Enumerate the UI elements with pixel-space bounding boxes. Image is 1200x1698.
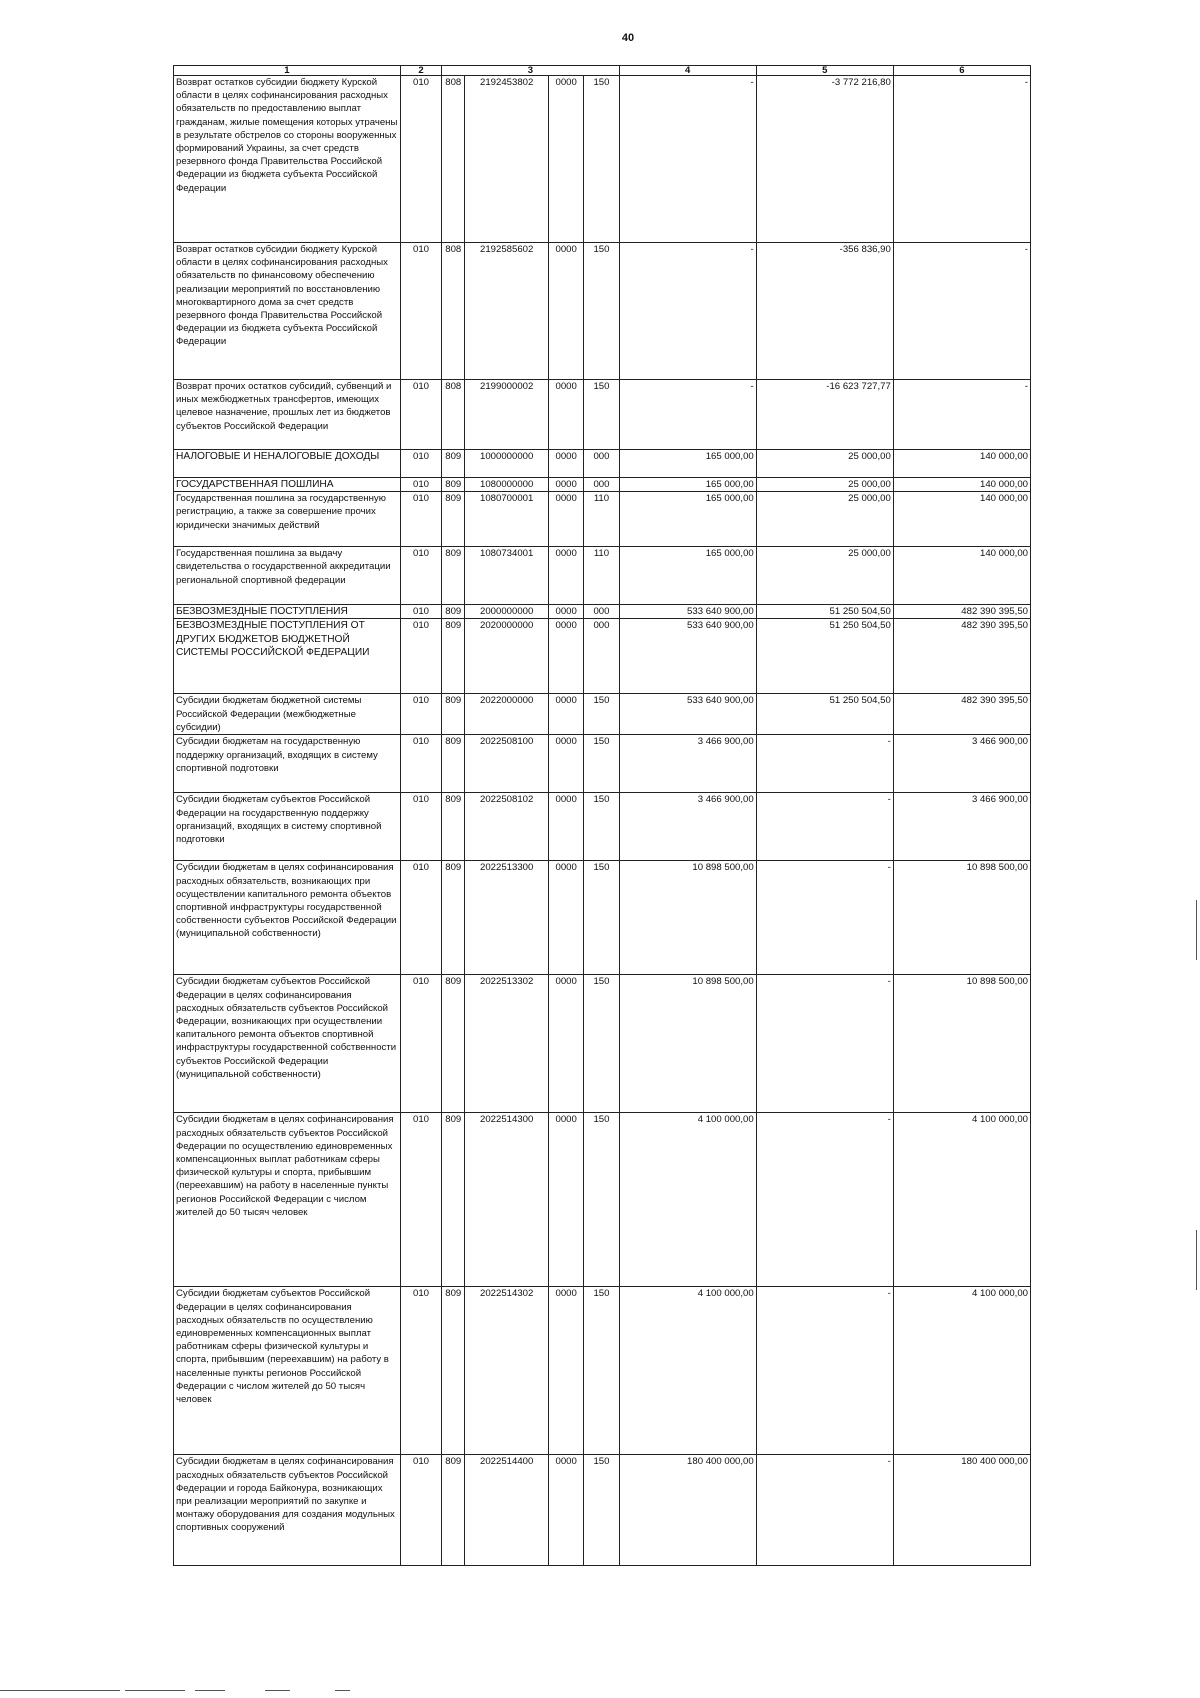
row-name: Возврат прочих остатков субсидий, субвенций и иных межбюджетных трансфертов, имеющих целевое назначение, прошлых лет из бюджетов субъектов Российской Федерации [174,380,401,450]
value-col6: 4 100 000,00 [893,1113,1030,1287]
value-col4: - [619,380,756,450]
code-kosgu: 000 [584,605,619,619]
code-program: 0000 [549,243,584,380]
row-name: Возврат остатков субсидии бюджету Курской области в целях софинансирования расходных обязательств по финансовому обеспечению реализации мероприятий по восстановлению многоквартирного дома за счет средств резервного фонда Правительства Российской Федерации из бюджета субъекта Российской Федерации [174,243,401,380]
code-program: 0000 [549,380,584,450]
value-col6: 180 400 000,00 [893,1455,1030,1566]
value-col5: 51 250 504,50 [756,694,893,735]
value-col4: 165 000,00 [619,478,756,492]
value-col5: -3 772 216,80 [756,76,893,243]
table-header-row [174,66,1031,76]
row-name: Субсидии бюджетам бюджетной системы Российской Федерации (межбюджетные субсидии) [174,694,401,735]
code-program: 0000 [549,1455,584,1566]
code-kosgu: 150 [584,1455,619,1566]
code-kbk: 2022508100 [465,735,549,793]
column-header-5: 5 [756,66,893,76]
value-col4: - [619,243,756,380]
code-admin: 010 [400,1455,441,1566]
code-chief: 809 [442,1455,465,1566]
value-col5: - [756,1287,893,1455]
code-kbk: 2000000000 [465,605,549,619]
code-chief: 808 [442,380,465,450]
value-col5: - [756,735,893,793]
code-admin: 010 [400,619,441,694]
value-col4: - [619,76,756,243]
budget-table [173,65,1031,1566]
code-admin: 010 [400,1113,441,1287]
table-row [174,450,1031,478]
code-kbk: 2199000002 [465,380,549,450]
code-admin: 010 [400,450,441,478]
code-kbk: 1080700001 [465,492,549,547]
code-admin: 010 [400,605,441,619]
code-chief: 809 [442,975,465,1113]
code-program: 0000 [549,619,584,694]
scan-bottom-mark [0,1690,120,1691]
value-col6: 4 100 000,00 [893,1287,1030,1455]
table-row [174,975,1031,1113]
code-kbk: 2020000000 [465,619,549,694]
code-admin: 010 [400,547,441,605]
code-admin: 010 [400,76,441,243]
table-row [174,478,1031,492]
code-chief: 808 [442,76,465,243]
row-name: Субсидии бюджетам в целях софинансирования расходных обязательств, возникающих при осуществлении капитального ремонта объектов спортивной инфраструктуры государственной собственности субъектов Российской Федерации (муниципальной собственности) [174,861,401,975]
row-name: Субсидии бюджетам в целях софинансирования расходных обязательств субъектов Российской Федерации и города Байконура, возникающих при реализации мероприятий по закупке и монтажу оборудования для создания модульных спортивных сооружений [174,1455,401,1566]
code-program: 0000 [549,450,584,478]
code-chief: 809 [442,861,465,975]
code-admin: 010 [400,243,441,380]
value-col5: - [756,1113,893,1287]
code-kbk: 2022514300 [465,1113,549,1287]
value-col6: - [893,243,1030,380]
scan-bottom-mark [335,1690,350,1691]
row-name: ГОСУДАРСТВЕННАЯ ПОШЛИНА [174,478,401,492]
code-kosgu: 150 [584,793,619,861]
value-col5: - [756,861,893,975]
table-row [174,694,1031,735]
code-chief: 809 [442,619,465,694]
code-program: 0000 [549,735,584,793]
value-col4: 3 466 900,00 [619,793,756,861]
column-header-6: 6 [893,66,1030,76]
table-row [174,1113,1031,1287]
column-header-2: 2 [400,66,441,76]
code-chief: 809 [442,605,465,619]
scan-bottom-mark [125,1690,185,1691]
value-col6: 3 466 900,00 [893,793,1030,861]
code-program: 0000 [549,605,584,619]
table-row [174,1287,1031,1455]
code-kbk: 2022514400 [465,1455,549,1566]
value-col4: 10 898 500,00 [619,861,756,975]
code-kosgu: 150 [584,76,619,243]
code-kbk: 2022513300 [465,861,549,975]
code-kbk: 2022514302 [465,1287,549,1455]
code-program: 0000 [549,547,584,605]
value-col4: 533 640 900,00 [619,694,756,735]
code-admin: 010 [400,1287,441,1455]
page-number: 40 [621,32,635,44]
value-col6: 482 390 395,50 [893,694,1030,735]
code-kbk: 1080000000 [465,478,549,492]
code-program: 0000 [549,1113,584,1287]
code-kosgu: 150 [584,694,619,735]
code-kosgu: 110 [584,547,619,605]
code-program: 0000 [549,76,584,243]
code-admin: 010 [400,861,441,975]
value-col5: 25 000,00 [756,547,893,605]
value-col4: 165 000,00 [619,450,756,478]
code-kosgu: 150 [584,861,619,975]
code-program: 0000 [549,1287,584,1455]
scan-edge-mark [1196,1230,1197,1290]
value-col6: 482 390 395,50 [893,605,1030,619]
value-col6: 482 390 395,50 [893,619,1030,694]
code-chief: 809 [442,450,465,478]
value-col4: 10 898 500,00 [619,975,756,1113]
code-kosgu: 150 [584,735,619,793]
code-admin: 010 [400,694,441,735]
row-name: НАЛОГОВЫЕ И НЕНАЛОГОВЫЕ ДОХОДЫ [174,450,401,478]
table-row [174,735,1031,793]
table-row [174,861,1031,975]
code-admin: 010 [400,975,441,1113]
value-col4: 3 466 900,00 [619,735,756,793]
code-chief: 809 [442,547,465,605]
code-chief: 809 [442,735,465,793]
code-admin: 010 [400,793,441,861]
table-row [174,243,1031,380]
scan-bottom-mark [265,1690,290,1691]
code-kbk: 1000000000 [465,450,549,478]
code-admin: 010 [400,492,441,547]
column-header-3: 3 [442,66,619,76]
code-chief: 808 [442,243,465,380]
code-kbk: 2022513302 [465,975,549,1113]
value-col6: 140 000,00 [893,547,1030,605]
value-col5: 25 000,00 [756,450,893,478]
code-program: 0000 [549,793,584,861]
code-chief: 809 [442,694,465,735]
code-kosgu: 150 [584,380,619,450]
table-row [174,380,1031,450]
code-kbk: 2192453802 [465,76,549,243]
table-row [174,76,1031,243]
code-kosgu: 150 [584,1113,619,1287]
value-col5: 25 000,00 [756,492,893,547]
code-kbk: 2192585602 [465,243,549,380]
code-kosgu: 000 [584,619,619,694]
table-body [174,66,1031,1566]
code-chief: 809 [442,478,465,492]
value-col6: 140 000,00 [893,450,1030,478]
scan-edge-mark [1196,900,1197,960]
value-col6: 140 000,00 [893,478,1030,492]
code-admin: 010 [400,478,441,492]
value-col4: 4 100 000,00 [619,1287,756,1455]
value-col5: - [756,793,893,861]
code-chief: 809 [442,492,465,547]
code-kosgu: 000 [584,450,619,478]
row-name: Субсидии бюджетам на государственную поддержку организаций, входящих в систему спортивной подготовки [174,735,401,793]
table-row [174,619,1031,694]
table-row [174,605,1031,619]
code-program: 0000 [549,975,584,1113]
value-col6: - [893,76,1030,243]
row-name: БЕЗВОЗМЕЗДНЫЕ ПОСТУПЛЕНИЯ [174,605,401,619]
value-col5: - [756,1455,893,1566]
code-kbk: 2022508102 [465,793,549,861]
value-col4: 533 640 900,00 [619,605,756,619]
code-kosgu: 110 [584,492,619,547]
row-name: БЕЗВОЗМЕЗДНЫЕ ПОСТУПЛЕНИЯ ОТ ДРУГИХ БЮДЖЕТОВ БЮДЖЕТНОЙ СИСТЕМЫ РОССИЙСКОЙ ФЕДЕРАЦИИ [174,619,401,694]
value-col5: 51 250 504,50 [756,605,893,619]
value-col5: -356 836,90 [756,243,893,380]
row-name: Возврат остатков субсидии бюджету Курской области в целях софинансирования расходных обязательств по предоставлению выплат гражданам, жилые помещения которых утрачены в результате обстрелов со стороны вооруженных формирований Украины, за счет средств резервного фонда Правительства Российской Федерации из бюджета субъекта Российской Федерации [174,76,401,243]
table-row [174,492,1031,547]
code-chief: 809 [442,1287,465,1455]
code-program: 0000 [549,492,584,547]
scan-bottom-mark [195,1690,225,1691]
value-col6: 3 466 900,00 [893,735,1030,793]
table-row [174,547,1031,605]
table-row [174,1455,1031,1566]
row-name: Государственная пошлина за государственную регистрацию, а также за совершение прочих юридически значимых действий [174,492,401,547]
value-col4: 180 400 000,00 [619,1455,756,1566]
code-kosgu: 150 [584,975,619,1113]
code-kosgu: 000 [584,478,619,492]
code-admin: 010 [400,380,441,450]
value-col6: 140 000,00 [893,492,1030,547]
code-chief: 809 [442,1113,465,1287]
value-col5: 51 250 504,50 [756,619,893,694]
value-col4: 4 100 000,00 [619,1113,756,1287]
code-program: 0000 [549,861,584,975]
column-header-1: 1 [174,66,401,76]
code-chief: 809 [442,793,465,861]
column-header-4: 4 [619,66,756,76]
value-col6: 10 898 500,00 [893,975,1030,1113]
value-col4: 165 000,00 [619,547,756,605]
value-col5: 25 000,00 [756,478,893,492]
row-name: Субсидии бюджетам в целях софинансирования расходных обязательств субъектов Российской Федерации по осуществлению единовременных компенсационных выплат работникам сферы физической культуры и спорта, прибывшим (переехавшим) на работу в населенные пункты регионов Российской Федерации с числом жителей до 50 тысяч человек [174,1113,401,1287]
row-name: Субсидии бюджетам субъектов Российской Федерации в целях софинансирования расходных обязательств субъектов Российской Федерации, возникающих при осуществлении капитального ремонта объектов спортивной инфраструктуры государственной собственности субъектов Российской Федерации (муниципальной собственности) [174,975,401,1113]
code-kosgu: 150 [584,243,619,380]
value-col4: 533 640 900,00 [619,619,756,694]
code-admin: 010 [400,735,441,793]
row-name: Субсидии бюджетам субъектов Российской Федерации на государственную поддержку организаций, входящих в систему спортивной подготовки [174,793,401,861]
value-col6: - [893,380,1030,450]
code-program: 0000 [549,694,584,735]
value-col5: - [756,975,893,1113]
code-kbk: 2022000000 [465,694,549,735]
row-name: Государственная пошлина за выдачу свидетельства о государственной аккредитации региональной спортивной федерации [174,547,401,605]
value-col4: 165 000,00 [619,492,756,547]
value-col6: 10 898 500,00 [893,861,1030,975]
table-row [174,793,1031,861]
row-name: Субсидии бюджетам субъектов Российской Федерации в целях софинансирования расходных обязательств по осуществлению единовременных компенсационных выплат работникам сферы физической культуры и спорта, прибывшим (переехавшим) на работу в населенные пункты регионов Российской Федерации с числом жителей до 50 тысяч человек [174,1287,401,1455]
value-col5: -16 623 727,77 [756,380,893,450]
code-kbk: 1080734001 [465,547,549,605]
code-program: 0000 [549,478,584,492]
code-kosgu: 150 [584,1287,619,1455]
